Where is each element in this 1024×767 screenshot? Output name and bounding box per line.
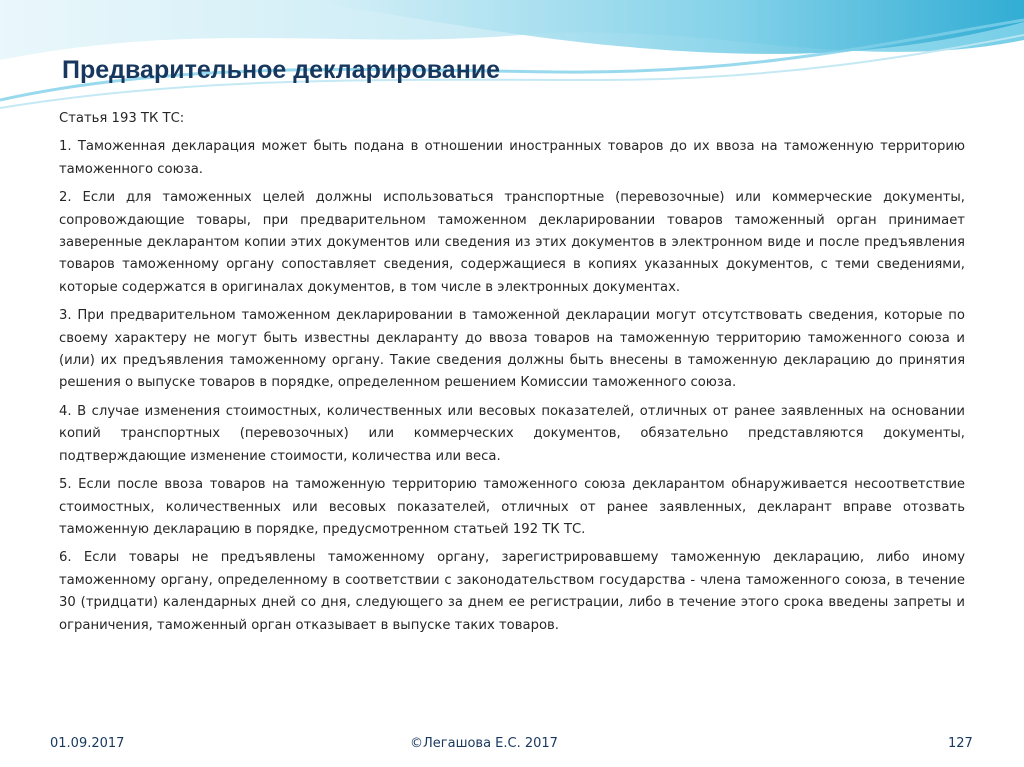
article-reference: Статья 193 ТК ТС: (59, 111, 185, 126)
slide-title: Предварительное декларирование (62, 56, 501, 84)
paragraph-6: 6. Если товары не предъявлены таможенному органу, зарегистрировавшему таможенную декларацию, либо иному таможенному органу, определенному в соответствии с законодательством государства - члена таможенного союза, в течение 30 (тридцати) календарных дней со дня, следующего за днем ее регистрации, либо в течение этого срока введены запреты и ограничения, таможенный орган отказывает в выпуске таких товаров. (59, 550, 965, 633)
paragraph-5: 5. Если после ввоза товаров на таможенную территорию таможенного союза декларантом обнаруживается несоответствие стоимостных, количественных или весовых показателей, отличных от ранее заявленных, декларант вправе отозвать таможенную декларацию в порядке, предусмотренном статьей 192 ТК ТС. (59, 477, 965, 537)
slide-body (59, 108, 965, 643)
paragraph-3: 3. При предварительном таможенном декларировании в таможенной декларации могут отсутствовать сведения, которые по своему характеру не могут быть известны декларанту до ввоза товаров на таможенную территорию таможенного союза и (или) их предъявления таможенному органу. Такие сведения должны быть внесены в таможенную декларацию до принятия решения о выпуске товаров в порядке, определенном решением Комиссии таможенного союза. (59, 308, 965, 391)
footer-date: 01.09.2017 (50, 736, 125, 751)
paragraph-1: 1. Таможенная декларация может быть подана в отношении иностранных товаров до их ввоза на таможенную территорию таможенного союза. (59, 139, 965, 177)
paragraph-2: 2. Если для таможенных целей должны использоваться транспортные (перевозочные) или коммерческие документы, сопровождающие товары, при предварительном таможенном декларировании товаров таможенный орган принимает заверенные декларантом копии этих документов или сведения из этих документов в электронном виде и после предъявления товаров таможенному органу сопоставляет сведения, содержащиеся в копиях указанных документов, с теми сведениями, которые содержатся в оригиналах документов, в том числе в электронных документах. (59, 190, 965, 295)
footer-page-number: 127 (948, 736, 973, 751)
footer-author: ©Легашова Е.С. 2017 (410, 736, 558, 751)
paragraph-4: 4. В случае изменения стоимостных, количественных или весовых показателей, отличных от ранее заявленных на основании копий транспортных (перевозочных) или коммерческих документов, обязательно представляются документы, подтверждающие изменение стоимости, количества или веса. (59, 403, 965, 464)
